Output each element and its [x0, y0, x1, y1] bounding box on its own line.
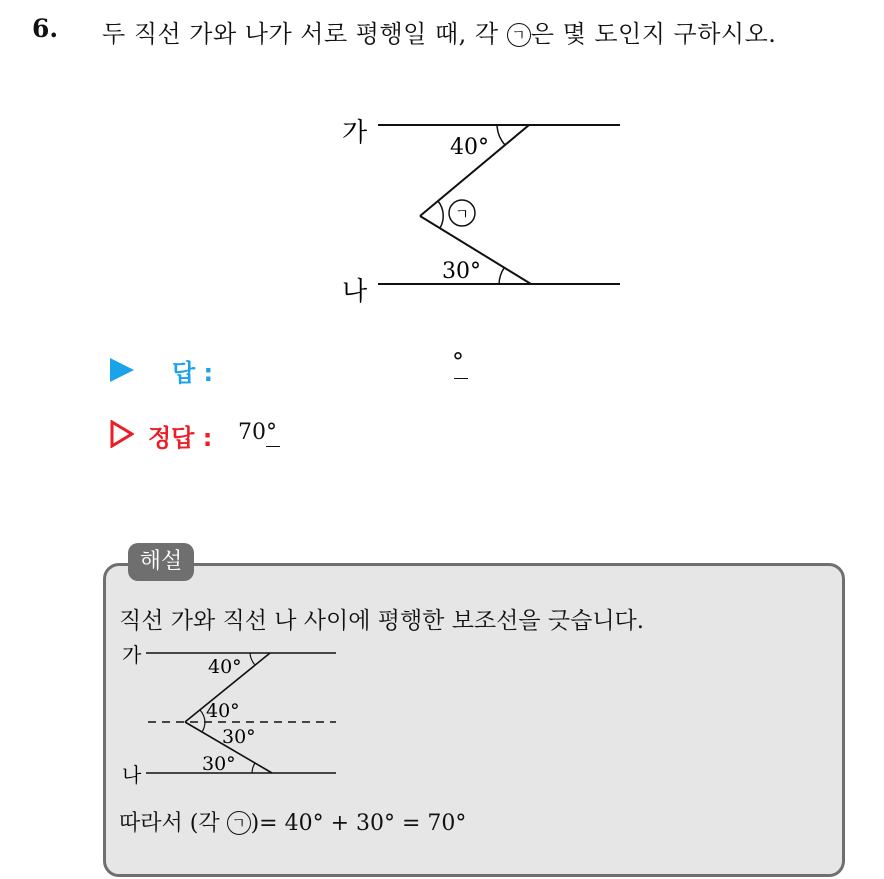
angle-label-40: 40°: [450, 135, 489, 160]
correct-answer-number: 70: [238, 420, 266, 445]
solution-line-2-suffix: )= 40° + 30° = 70°: [250, 811, 467, 836]
solution-line-1: 직선 가와 직선 나 사이에 평행한 보조선을 긋습니다.: [119, 608, 645, 634]
solution-circled-symbol: ㄱ: [227, 811, 251, 835]
angle-unknown-label: ㄱ: [454, 205, 470, 223]
solution-line-2-prefix: 따라서 (각: [119, 811, 227, 836]
question-number: 6.: [32, 14, 59, 43]
sol-angle-mid-bottom: 30°: [222, 726, 256, 748]
sol-arc-mid-top: [200, 710, 205, 722]
sol-label-ga: 가: [122, 643, 142, 667]
answer-label: 답 :: [172, 359, 214, 387]
angle-label-30: 30°: [442, 259, 481, 284]
question-text-before: 두 직선 가와 나가 서로 평행일 때, 각: [102, 20, 507, 48]
correct-answer-unit: °: [266, 420, 277, 445]
sol-arc-mid-bottom: [202, 722, 205, 732]
answer-unit: °: [452, 348, 464, 376]
sol-label-na: 나: [122, 763, 142, 787]
sol-angle-mid-top: 40°: [206, 700, 240, 722]
circled-angle-symbol: ㄱ: [507, 23, 531, 47]
label-ga: 가: [342, 118, 368, 148]
sol-arc-top: [250, 653, 255, 665]
sol-angle-bottom: 30°: [202, 753, 236, 775]
sol-angle-top: 40°: [208, 656, 242, 678]
solution-tab: 해설: [128, 543, 194, 581]
sol-arc-bottom: [252, 763, 255, 773]
question-text-after: 은 몇 도인지 구하시오.: [530, 20, 777, 48]
label-na: 나: [342, 277, 368, 307]
correct-answer-label: 정답 :: [148, 424, 213, 452]
solution-line-2: [119, 806, 466, 837]
